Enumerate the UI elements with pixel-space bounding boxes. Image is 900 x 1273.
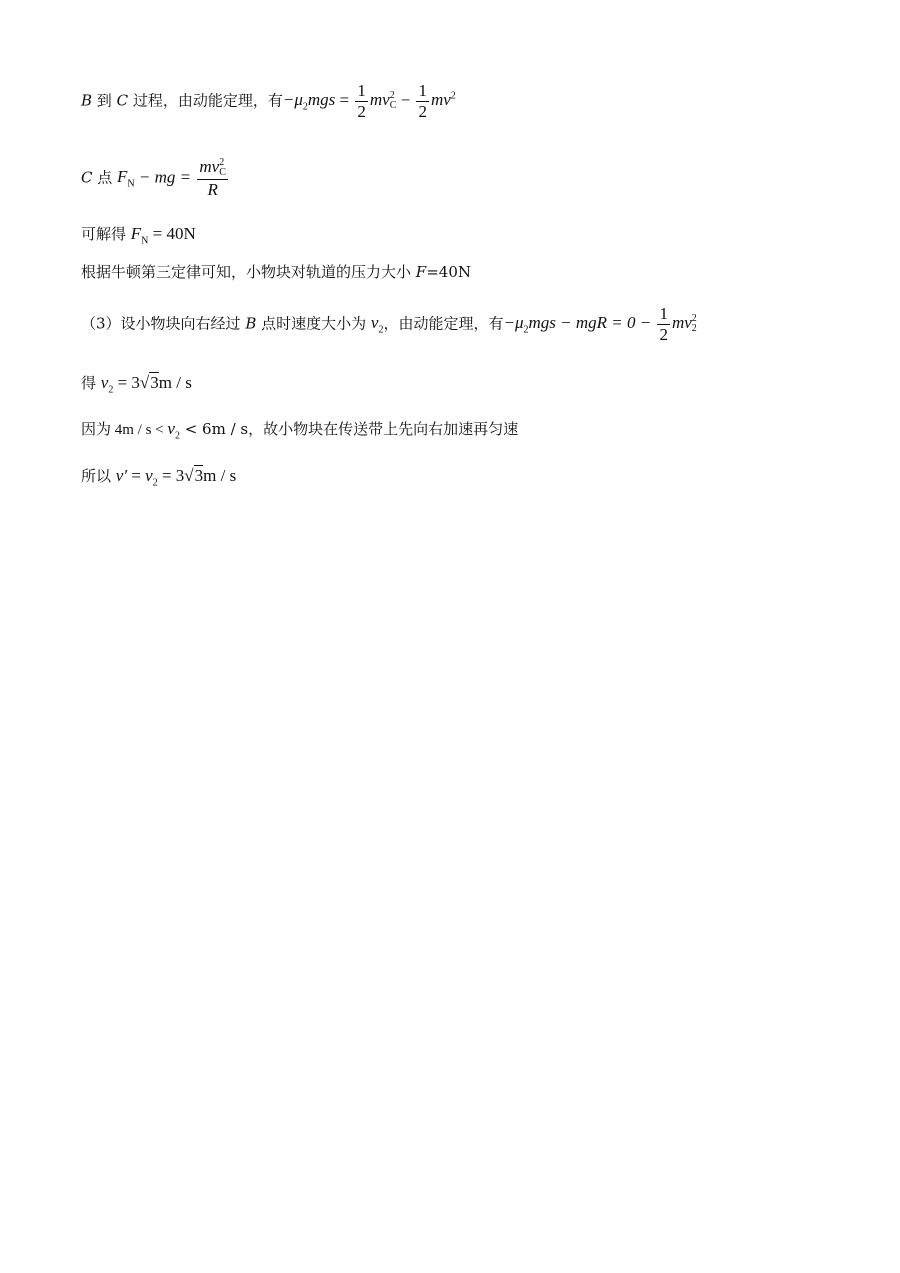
equals-sign: = bbox=[127, 466, 146, 485]
text-segment: 得 bbox=[81, 374, 101, 392]
fraction-numerator: 1 bbox=[418, 81, 427, 100]
math-term: mgs bbox=[307, 90, 336, 110]
mv-term: mv bbox=[671, 313, 692, 333]
text-segment: 点 bbox=[92, 168, 118, 187]
subscript: 2 bbox=[302, 101, 308, 113]
fraction-denominator: 2 bbox=[418, 101, 427, 121]
minus-sign: − bbox=[396, 90, 415, 110]
text-segment: 点时速度大小为 bbox=[256, 314, 371, 333]
text-segment: 根据牛顿第三定律可知，小物块对轨道的压力大小 bbox=[81, 263, 416, 281]
radicand: 3 bbox=[194, 466, 204, 485]
v-prime-symbol: v′ bbox=[115, 466, 128, 485]
math-term bbox=[369, 90, 397, 112]
point-b: B bbox=[81, 91, 93, 110]
math-term bbox=[671, 313, 697, 335]
equation-line-conclusion bbox=[81, 467, 236, 488]
radicand: 3 bbox=[150, 373, 159, 392]
superscript: 2 bbox=[389, 90, 395, 102]
v-symbol: v bbox=[167, 419, 175, 438]
subscript: 2 bbox=[378, 324, 384, 336]
equation-line-part-3 bbox=[81, 305, 697, 344]
fraction-half bbox=[657, 305, 670, 344]
subscript: 2 bbox=[174, 430, 180, 442]
superscript: 2 bbox=[691, 313, 697, 325]
subscript: C bbox=[389, 100, 397, 112]
unit: m / s bbox=[203, 466, 237, 485]
fraction-half bbox=[355, 82, 368, 121]
velocity-symbol bbox=[100, 373, 114, 396]
equation-line-result-fn bbox=[81, 225, 196, 246]
force-symbol: F bbox=[415, 263, 427, 281]
subscript: 2 bbox=[691, 323, 697, 335]
point-c: C bbox=[116, 91, 129, 110]
equation-line-point-c bbox=[81, 158, 230, 199]
mv-term: mv bbox=[430, 90, 451, 110]
force-symbol: F bbox=[130, 224, 142, 243]
square-root: √3 bbox=[139, 373, 159, 392]
math-term: mgs − mgR = 0 − bbox=[528, 313, 656, 333]
math-term: − mg = bbox=[134, 167, 196, 187]
text-segment: 可解得 bbox=[81, 225, 131, 243]
equation-line-v2-result bbox=[81, 374, 192, 395]
text-segment: 所以 bbox=[81, 467, 116, 485]
unit: m / s bbox=[158, 373, 192, 392]
subscript: N bbox=[141, 235, 149, 247]
text-segment: < 6m / s，故小物块在传送带上先向右加速再匀速 bbox=[179, 420, 519, 438]
equals-sign: = bbox=[335, 90, 354, 110]
math-term: = 40N bbox=[148, 224, 196, 243]
velocity-symbol bbox=[145, 466, 158, 489]
mv-term: mv bbox=[369, 90, 390, 110]
fraction-centripetal bbox=[197, 158, 228, 199]
fraction-numerator bbox=[197, 158, 228, 179]
text-segment: （3）设小物块向右经过 bbox=[81, 314, 246, 333]
normal-force bbox=[117, 167, 135, 190]
fraction-numerator: 1 bbox=[659, 304, 668, 323]
v-symbol: v bbox=[100, 373, 109, 392]
mv-term: mv bbox=[199, 157, 220, 176]
force-symbol: F bbox=[117, 167, 128, 187]
superscript: 2 bbox=[219, 157, 225, 169]
fraction-numerator: 1 bbox=[357, 81, 366, 100]
subscript: 2 bbox=[523, 324, 529, 336]
superscript: 2 bbox=[450, 90, 456, 102]
math-lhs bbox=[503, 313, 656, 336]
fraction-denominator: 2 bbox=[659, 324, 668, 344]
fraction-half bbox=[416, 82, 429, 121]
text-segment: 过程，由动能定理，有 bbox=[128, 91, 283, 110]
math-term: = 3 bbox=[113, 373, 140, 392]
point-c: C bbox=[81, 168, 93, 187]
velocity-symbol bbox=[370, 313, 384, 336]
normal-force bbox=[130, 224, 149, 247]
velocity-symbol bbox=[167, 419, 180, 442]
text-segment: 到 bbox=[92, 91, 117, 110]
text-line-newton-third-law bbox=[81, 265, 471, 280]
text-segment: 因为 4m / s < bbox=[81, 422, 168, 438]
mu-symbol: −μ bbox=[282, 90, 303, 110]
math-lhs bbox=[282, 90, 336, 113]
math-term bbox=[431, 90, 456, 109]
mu-symbol: −μ bbox=[503, 313, 524, 333]
subscript: 2 bbox=[108, 384, 114, 396]
fraction-denominator: R bbox=[207, 180, 218, 200]
square-root: √3 bbox=[184, 466, 204, 485]
v-symbol: v bbox=[370, 313, 379, 333]
subscript: N bbox=[127, 178, 135, 190]
math-term: = 3 bbox=[157, 466, 185, 485]
fraction-denominator: 2 bbox=[357, 101, 366, 121]
text-segment: ，由动能定理，有 bbox=[383, 314, 504, 333]
point-b: B bbox=[245, 314, 257, 333]
subscript: C bbox=[219, 167, 226, 179]
subscript: 2 bbox=[152, 477, 158, 489]
v-symbol: v bbox=[145, 466, 153, 485]
text-line-inequality bbox=[81, 420, 518, 441]
equation-line-b-to-c bbox=[81, 82, 456, 121]
text-segment: =40N bbox=[426, 263, 471, 281]
